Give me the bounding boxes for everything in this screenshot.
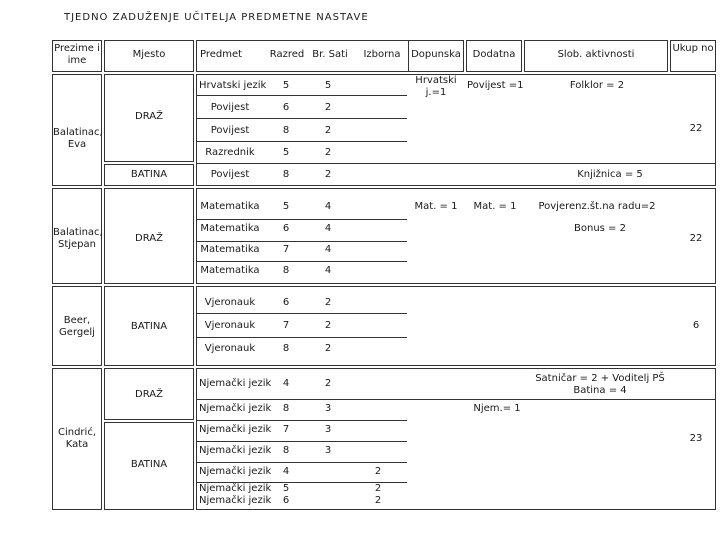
grade: 7 (282, 424, 290, 435)
hours: 2 (324, 125, 332, 136)
subject: Njemački jezik (199, 424, 272, 435)
header-name-box (52, 40, 102, 72)
header-subject: Predmet (199, 49, 243, 60)
izborna: 2 (374, 483, 382, 494)
teacher-block (196, 188, 716, 284)
teacher-block (196, 286, 716, 366)
teacher-name: Balatinac, Eva (53, 127, 103, 150)
grade: 7 (282, 244, 290, 255)
hours: 4 (324, 201, 332, 212)
dodatna: Povijest =1 (467, 80, 524, 91)
row-divider (197, 141, 407, 142)
slob-aktivnost: Folklor = 2 (569, 80, 625, 91)
grade: 6 (282, 495, 290, 506)
grade: 8 (282, 169, 290, 180)
subject: Matematika (200, 265, 260, 276)
place-cell (104, 422, 194, 510)
dodatna: Njem.= 1 (473, 403, 521, 414)
page-title: TJEDNO ZADUŽENJE UČITELJA PREDMETNE NASTAVE (64, 12, 369, 23)
place-cell (104, 368, 194, 420)
header-remedial-box (408, 40, 464, 72)
grade: 6 (282, 102, 290, 113)
hours: 2 (324, 102, 332, 113)
subject: Vjeronauk (204, 297, 256, 308)
place-label: BATINA (130, 459, 168, 470)
slob-aktivnost: Povjerenz.št.na radu=2 (538, 201, 656, 212)
hours: 4 (324, 223, 332, 234)
dodatna: Mat. = 1 (473, 201, 517, 212)
subject: Matematika (200, 244, 260, 255)
header-activities-box (524, 40, 668, 72)
slob-aktivnost: Knjižnica = 5 (577, 169, 643, 180)
grade: 5 (282, 483, 290, 494)
izborna: 2 (374, 466, 382, 477)
teacher-block (196, 74, 716, 186)
teacher-total: 6 (692, 320, 700, 331)
subject: Njemački jezik (199, 378, 272, 389)
teacher-name: Cindrić, Kata (57, 427, 96, 450)
row-divider (197, 219, 407, 220)
row-divider (197, 420, 407, 421)
row-divider (197, 163, 715, 164)
subject: Matematika (200, 201, 260, 212)
izborna: 2 (374, 495, 382, 506)
grade: 4 (282, 466, 290, 477)
subject: Njemački jezik (199, 483, 272, 494)
header-extra-box (466, 40, 522, 72)
subject: Razrednik (205, 147, 255, 158)
slob-aktivnost: Satničar = 2 + Voditelj PŠ Batina = 4 (535, 373, 665, 396)
hours: 4 (324, 244, 332, 255)
place-cell (104, 74, 194, 162)
hours: 2 (324, 320, 332, 331)
subject: Njemački jezik (199, 466, 272, 477)
header-grade: Razred (269, 49, 305, 60)
place-label: BATINA (130, 169, 168, 180)
teacher-name-cell (52, 74, 102, 186)
grade: 8 (282, 403, 290, 414)
place-cell (104, 286, 194, 366)
row-divider (197, 337, 407, 338)
place-label: DRAŽ (135, 233, 163, 244)
header-subject-box (196, 40, 410, 72)
grade: 5 (282, 80, 290, 91)
place-cell (104, 188, 194, 284)
row-divider (197, 95, 407, 96)
row-divider (197, 313, 407, 314)
header-hours: Br. Sati (312, 49, 348, 60)
subject: Vjeronauk (204, 320, 256, 331)
header-name: Prezime i ime (54, 43, 100, 66)
header-extra: Dodatna (472, 49, 516, 60)
grade: 8 (282, 125, 290, 136)
header-total-box (670, 40, 716, 72)
subject: Vjeronauk (204, 343, 256, 354)
dopunska: Mat. = 1 (414, 201, 458, 212)
place-label: BATINA (130, 321, 168, 332)
subject: Povijest (210, 169, 250, 180)
grade: 8 (282, 445, 290, 456)
teacher-name: Beer, Gergelj (59, 315, 95, 338)
subject: Povijest (210, 102, 250, 113)
row-divider (197, 441, 407, 442)
subject: Njemački jezik (199, 495, 272, 506)
teacher-name: Balatinac, Stjepan (53, 227, 103, 250)
subject: Povijest (210, 125, 250, 136)
dopunska: Hrvatski j.=1 (415, 75, 457, 98)
grade: 4 (282, 378, 290, 389)
hours: 3 (324, 445, 332, 456)
hours: 3 (324, 424, 332, 435)
header-elective: Izborna (363, 49, 401, 60)
subject: Njemački jezik (199, 403, 272, 414)
teacher-name-cell (52, 286, 102, 366)
slob-aktivnost: Bonus = 2 (574, 223, 626, 234)
teacher-total: 22 (689, 123, 703, 134)
header-place-box (104, 40, 194, 72)
teacher-total: 23 (689, 433, 703, 444)
header-place: Mjesto (132, 49, 166, 60)
grade: 7 (282, 320, 290, 331)
grade: 5 (282, 147, 290, 158)
row-divider (197, 399, 715, 400)
subject: Njemački jezik (199, 445, 272, 456)
row-divider (197, 118, 407, 119)
subject: Matematika (200, 223, 260, 234)
place-label: DRAŽ (135, 111, 163, 122)
grade: 8 (282, 343, 290, 354)
grade: 6 (282, 223, 290, 234)
hours: 5 (324, 80, 332, 91)
row-divider (197, 462, 407, 463)
teacher-name-cell (52, 368, 102, 510)
header-total: Ukup no (672, 43, 714, 54)
grade: 5 (282, 201, 290, 212)
header-remedial: Dopunska (411, 49, 461, 60)
row-divider (197, 261, 407, 262)
hours: 3 (324, 403, 332, 414)
row-divider (197, 241, 407, 242)
hours: 2 (324, 169, 332, 180)
hours: 2 (324, 297, 332, 308)
hours: 2 (324, 378, 332, 389)
teacher-total: 22 (689, 233, 703, 244)
grade: 8 (282, 265, 290, 276)
hours: 2 (324, 147, 332, 158)
teacher-name-cell (52, 188, 102, 284)
hours: 4 (324, 265, 332, 276)
place-label: DRAŽ (135, 389, 163, 400)
header-activities: Slob. aktivnosti (557, 49, 635, 60)
grade: 6 (282, 297, 290, 308)
teacher-block (196, 368, 716, 510)
hours: 2 (324, 343, 332, 354)
place-cell (104, 164, 194, 186)
subject: Hrvatski jezik (199, 80, 267, 91)
